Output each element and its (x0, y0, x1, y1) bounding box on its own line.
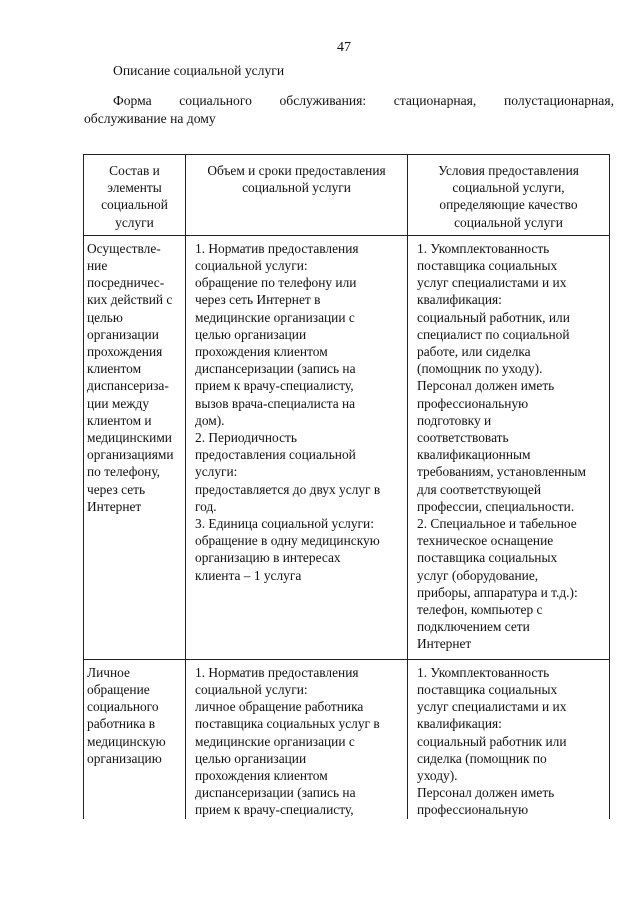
form-word: социального (179, 93, 252, 108)
cell-line: социальный работник, или (417, 309, 570, 325)
cell-line: услуг специалистами и их (417, 699, 567, 715)
service-form-line-1 (84, 92, 614, 110)
cell-line: Интернет (417, 636, 472, 652)
cell-line: обращение (87, 681, 150, 697)
cell-line: клиента – 1 услуга (195, 567, 302, 583)
cell-line: организацию (87, 750, 162, 766)
cell-line: поставщика социальных (417, 681, 558, 697)
cell-line: профессиональную (417, 802, 529, 818)
cell-line: медицинскими (87, 430, 172, 446)
cell-line: ние (87, 258, 108, 274)
service-description-heading: Описание социальной услуги (113, 63, 285, 78)
cell-line: работе, или сиделка (417, 344, 531, 360)
cell-line: услуги: (195, 464, 238, 480)
cell-line: через сеть (87, 481, 146, 497)
cell-line: целью организации (195, 750, 307, 766)
cell-line: личное обращение работника (195, 699, 364, 715)
cell-line: медицинскую (87, 733, 166, 749)
cell-line: организации (87, 326, 159, 342)
cell-line: предоставляется до двух услуг в (195, 481, 381, 497)
cell-line: клиентом и (87, 412, 152, 428)
cell-line: Осуществле- (87, 240, 161, 256)
cell-line: ции между (87, 395, 150, 411)
cell-line: прохождения клиентом (195, 344, 328, 360)
cell-line: специалист по социальной (417, 326, 570, 342)
header-line: элементы (107, 180, 162, 196)
form-word: обслуживания: (279, 93, 367, 108)
table-body (84, 235, 610, 818)
cell-line: социальный работник или (417, 733, 567, 749)
cell-line: 2. Периодичность (195, 430, 297, 446)
cell-line: поставщика социальных (417, 550, 558, 566)
cell-line: предоставления социальной (195, 447, 356, 463)
cell-line: организациями (87, 447, 174, 463)
cell-line: по телефону, (87, 464, 161, 480)
cell-line: услуг (оборудование, (417, 567, 539, 583)
header-line: социальной услуги (242, 180, 351, 196)
cell-line: прохождения клиентом (195, 767, 328, 783)
header-line: социальной услуги, (452, 180, 565, 196)
cell-line: обращение в одну медицинскую (195, 533, 380, 549)
cell-line: приборы, аппаратура и т.д.): (417, 584, 578, 600)
cell-line: 2. Специальное и табельное (417, 516, 577, 532)
cell-line: целью (87, 309, 123, 325)
cell-line: поставщика социальных (417, 258, 558, 274)
header-line: Объем и сроки предоставления (207, 163, 386, 178)
cell-line: квалификационным (417, 447, 531, 463)
cell-line: 1. Укомплектованность (417, 240, 550, 256)
cell-line: подготовку и (417, 412, 492, 428)
cell-line: социальной услуги: (195, 681, 308, 697)
cell-line: требованиям, установленным (417, 464, 586, 480)
service-form-paragraph (84, 92, 614, 128)
cell-line: квалификация: (417, 292, 502, 308)
cell-line: вызов врача-специалиста на (195, 395, 356, 411)
table-row (84, 659, 610, 818)
cell-line: 1. Укомплектованность (417, 664, 550, 680)
cell-line: уходу). (417, 767, 458, 783)
cell-line: целью организации (195, 326, 307, 342)
header-line: Условия предоставления (438, 163, 579, 178)
cell-line: техническое оснащение (417, 533, 554, 549)
cell-line: 3. Единица социальной услуги: (195, 516, 374, 532)
cell-line: диспансеризa- (87, 378, 169, 394)
cell-line: медицинские организации с (195, 733, 355, 749)
page-number: 47 (337, 40, 351, 55)
header-composition (84, 155, 186, 236)
cell-line: обращение по телефону или (195, 275, 357, 291)
header-line: Состав и (109, 163, 160, 178)
cell-line: прохождения (87, 344, 163, 360)
cell-line: поставщика социальных услуг в (195, 716, 380, 732)
cell-line: Личное (87, 664, 130, 680)
cell-line: (помощник по уходу). (417, 361, 543, 377)
cell-line: для соответствующей (417, 481, 541, 497)
cell-line: клиентом (87, 361, 142, 377)
service-table (83, 154, 610, 819)
cell-line: сиделка (помощник по (417, 750, 547, 766)
cell-line: диспансеризации (запись на (195, 361, 356, 377)
header-conditions (408, 155, 610, 236)
cell-line: Персонал должен иметь (417, 785, 555, 801)
table-header-row (84, 155, 610, 236)
cell-line: медицинские организации с (195, 309, 355, 325)
cell-volume-terms (186, 235, 408, 659)
cell-line: дом). (195, 412, 225, 428)
service-form-line-2: обслуживание на дому (84, 111, 216, 126)
header-line: социальной услуги (454, 214, 563, 230)
cell-service-element (84, 235, 186, 659)
cell-line: квалификация: (417, 716, 502, 732)
cell-line: прием к врачу-специалисту, (195, 378, 354, 394)
cell-line: 1. Норматив предоставления (195, 240, 359, 256)
cell-line: прием к врачу-специалисту, (195, 802, 354, 818)
cell-line: социальной услуги: (195, 258, 308, 274)
cell-conditions (408, 659, 610, 818)
cell-line: услуг специалистами и их (417, 275, 567, 291)
header-line: определяющие качество (439, 197, 578, 213)
cell-line: подключением сети (417, 619, 530, 635)
cell-service-element (84, 659, 186, 818)
cell-line: социального (87, 699, 159, 715)
cell-line: через сеть Интернет в (195, 292, 321, 308)
header-line: социальной (101, 197, 168, 213)
cell-line: телефон, компьютер с (417, 602, 543, 618)
header-line: услуги (115, 214, 154, 230)
cell-line: работника в (87, 716, 156, 732)
cell-line: профессиональную (417, 395, 529, 411)
cell-volume-terms (186, 659, 408, 818)
cell-conditions (408, 235, 610, 659)
form-word: Форма (113, 93, 152, 108)
cell-line: диспансеризации (запись на (195, 785, 356, 801)
cell-line: соответствовать (417, 430, 509, 446)
header-volume-terms (186, 155, 408, 236)
cell-line: посредничес- (87, 275, 165, 291)
cell-line: ких действий с (87, 292, 173, 308)
cell-line: Интернет (87, 498, 142, 514)
cell-line: 1. Норматив предоставления (195, 664, 359, 680)
cell-line: организацию в интересах (195, 550, 341, 566)
table-row (84, 235, 610, 659)
form-word: полустационарная, (503, 93, 614, 108)
cell-line: профессии, специальности. (417, 498, 575, 514)
form-word: стационарная, (393, 93, 477, 108)
cell-line: Персонал должен иметь (417, 378, 555, 394)
cell-line: год. (195, 498, 217, 514)
